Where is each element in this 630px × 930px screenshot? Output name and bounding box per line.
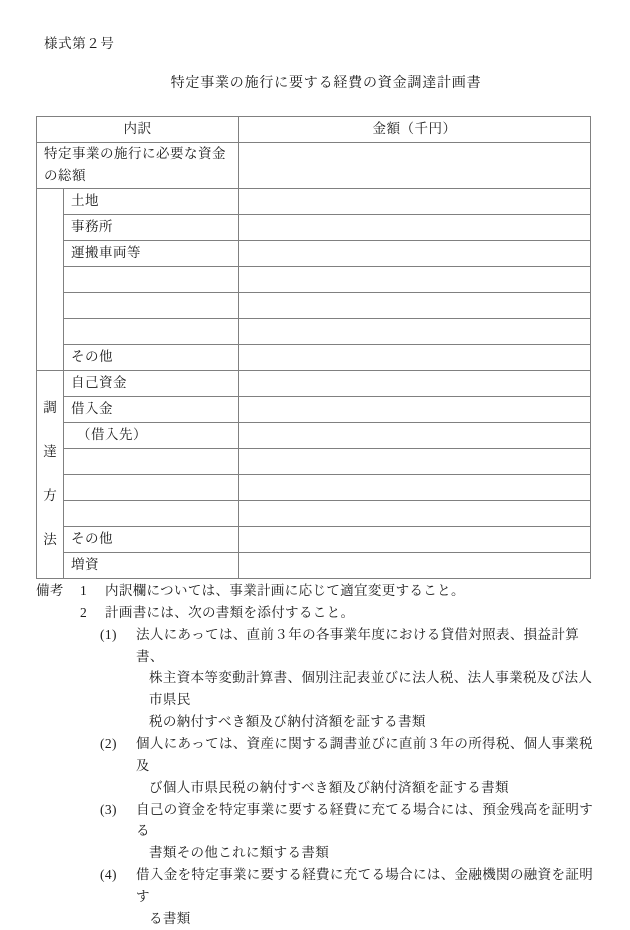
remarks-subitem-3: [100, 799, 604, 865]
amount-cell-procurement-5[interactable]: [239, 500, 591, 526]
table-row: [37, 500, 591, 526]
remarks-subitem-marker-4: (4): [100, 867, 117, 883]
header-label-amount: 金額（千円）: [372, 121, 457, 137]
label-cell-expense-5[interactable]: [64, 318, 239, 344]
label-cell-procurement-5[interactable]: [64, 500, 239, 526]
procurement-vertical-label-cell: [37, 370, 64, 578]
table-row: [37, 188, 591, 214]
remarks-subitem-3-line2: 書類その他これに類する書類: [149, 845, 330, 861]
label-expense-1: 事務所: [71, 218, 113, 234]
table-row: [37, 214, 591, 240]
remarks-subitem-1-line1: 法人にあっては、直前３年の各事業年度における貸借対照表、損益計算書、: [136, 626, 580, 664]
amount-cell-procurement-0[interactable]: [239, 370, 591, 396]
remarks-subitem-2-line2: び個人市県民税の納付すべき額及び納付済額を証する書類: [149, 779, 509, 795]
label-total-funds-line1: 特定事業の施行に必要な資金: [44, 146, 226, 161]
funding-plan-table: [36, 116, 591, 579]
remarks-subitem-text-2: [136, 733, 604, 799]
funding-plan-table-wrapper: [36, 116, 590, 579]
amount-cell-expense-0[interactable]: [239, 188, 591, 214]
label-cell-expense-4[interactable]: [64, 292, 239, 318]
amount-cell-procurement-6[interactable]: [239, 526, 591, 552]
form-number: 様式第２号: [44, 36, 115, 51]
label-cell-expense-2: [64, 240, 239, 266]
label-cell-procurement-4[interactable]: [64, 474, 239, 500]
remarks-heading: 備考: [36, 583, 64, 598]
remarks-text-2: 計画書には、次の書類を添付すること。: [105, 604, 355, 620]
remarks-subitem-2: [100, 733, 604, 799]
remarks-subitem-1: [100, 624, 604, 733]
remarks-item-1: [36, 580, 604, 602]
remarks-subitem-2-line1: 個人にあっては、資産に関する調書並びに直前３年の所得税、個人事業税及: [136, 736, 593, 773]
table-row-total-funds: [37, 143, 591, 189]
vertical-char-3: 法: [43, 532, 57, 548]
label-procurement-0: 自己資金: [71, 374, 127, 390]
label-cell-total-funds: [37, 143, 239, 189]
label-cell-expense-6: [64, 344, 239, 370]
table-row: [37, 292, 591, 318]
label-cell-procurement-2: [64, 422, 239, 448]
table-row: [37, 422, 591, 448]
label-procurement-6: その他: [71, 530, 113, 546]
amount-cell-total-funds[interactable]: [239, 143, 591, 189]
amount-cell-procurement-7[interactable]: [239, 552, 591, 578]
header-cell-breakdown: [37, 117, 239, 143]
amount-cell-procurement-3[interactable]: [239, 448, 591, 474]
table-row: [37, 448, 591, 474]
table-row: [37, 552, 591, 578]
table-row: [37, 526, 591, 552]
label-expense-6: その他: [71, 348, 113, 364]
amount-cell-procurement-4[interactable]: [239, 474, 591, 500]
remarks-subitem-3-line1: 自己の資金を特定事業に要する経費に充てる場合には、預金残高を証明する: [136, 801, 594, 839]
remarks-subitem-text-4: [136, 864, 604, 930]
amount-cell-procurement-1[interactable]: [239, 396, 591, 422]
label-cell-procurement-0: [64, 370, 239, 396]
table-row: [37, 240, 591, 266]
table-row: [37, 474, 591, 500]
label-expense-2: 運搬車両等: [71, 244, 141, 260]
amount-cell-expense-4[interactable]: [239, 292, 591, 318]
remarks-subitem-4-line1: 借入金を特定事業に要する経費に充てる場合には、金融機関の融資を証明す: [136, 867, 594, 905]
expense-group-spacer: [37, 188, 64, 370]
remarks-subitem-1-line3: 税の納付すべき額及び納付済額を証する書類: [149, 714, 426, 730]
label-cell-procurement-7: [64, 552, 239, 578]
remarks-subitem-text-3: [136, 799, 604, 865]
remarks-subitem-1-line2: 株主資本等変動計算書、個別注記表並びに法人税、法人事業税及び法人市県民: [149, 670, 593, 708]
label-procurement-7: 増資: [71, 556, 99, 572]
label-cell-procurement-6: [64, 526, 239, 552]
label-cell-expense-3[interactable]: [64, 266, 239, 292]
header-label-breakdown: 内訳: [123, 121, 152, 137]
procurement-vertical-label: [37, 371, 63, 578]
remarks-text-1: 内訳欄については、事業計画に応じて適宜変更すること。: [105, 583, 465, 598]
amount-cell-procurement-2[interactable]: [239, 422, 591, 448]
page-title: 特定事業の施行に要する経費の資金調達計画書: [170, 76, 482, 91]
amount-cell-expense-3[interactable]: [239, 266, 591, 292]
amount-cell-expense-2[interactable]: [239, 240, 591, 266]
table-row: [37, 266, 591, 292]
table-row: [37, 396, 591, 422]
remarks-subitem-text-1: [136, 624, 604, 733]
label-procurement-1: 借入金: [71, 400, 113, 416]
amount-cell-expense-5[interactable]: [239, 318, 591, 344]
remarks-section: [36, 580, 604, 930]
remarks-number-1: 1: [80, 583, 88, 598]
table-row: [37, 318, 591, 344]
remarks-number-2: 2: [80, 604, 88, 620]
remarks-subitem-4: [100, 864, 604, 930]
amount-cell-expense-6[interactable]: [239, 344, 591, 370]
remarks-item-2: [36, 602, 604, 624]
vertical-char-0: 調: [43, 400, 57, 416]
label-cell-procurement-3[interactable]: [64, 448, 239, 474]
vertical-char-1: 達: [43, 444, 57, 460]
remarks-subitem-marker-1: (1): [100, 626, 117, 642]
label-cell-expense-1: [64, 214, 239, 240]
label-total-funds-line2: の総額: [44, 168, 86, 184]
label-cell-expense-0: [64, 188, 239, 214]
remarks-subitem-4-line2: る書類: [149, 910, 191, 926]
label-procurement-2: （借入先）: [77, 426, 147, 442]
remarks-subitem-marker-3: (3): [100, 801, 117, 817]
table-header-row: [37, 117, 591, 143]
label-cell-procurement-1: [64, 396, 239, 422]
amount-cell-expense-1[interactable]: [239, 214, 591, 240]
vertical-char-2: 方: [43, 488, 57, 504]
header-cell-amount: [239, 117, 591, 143]
label-expense-0: 土地: [71, 192, 99, 208]
remarks-subitem-marker-2: (2): [100, 736, 117, 752]
table-row: [37, 344, 591, 370]
table-row: [37, 370, 591, 396]
